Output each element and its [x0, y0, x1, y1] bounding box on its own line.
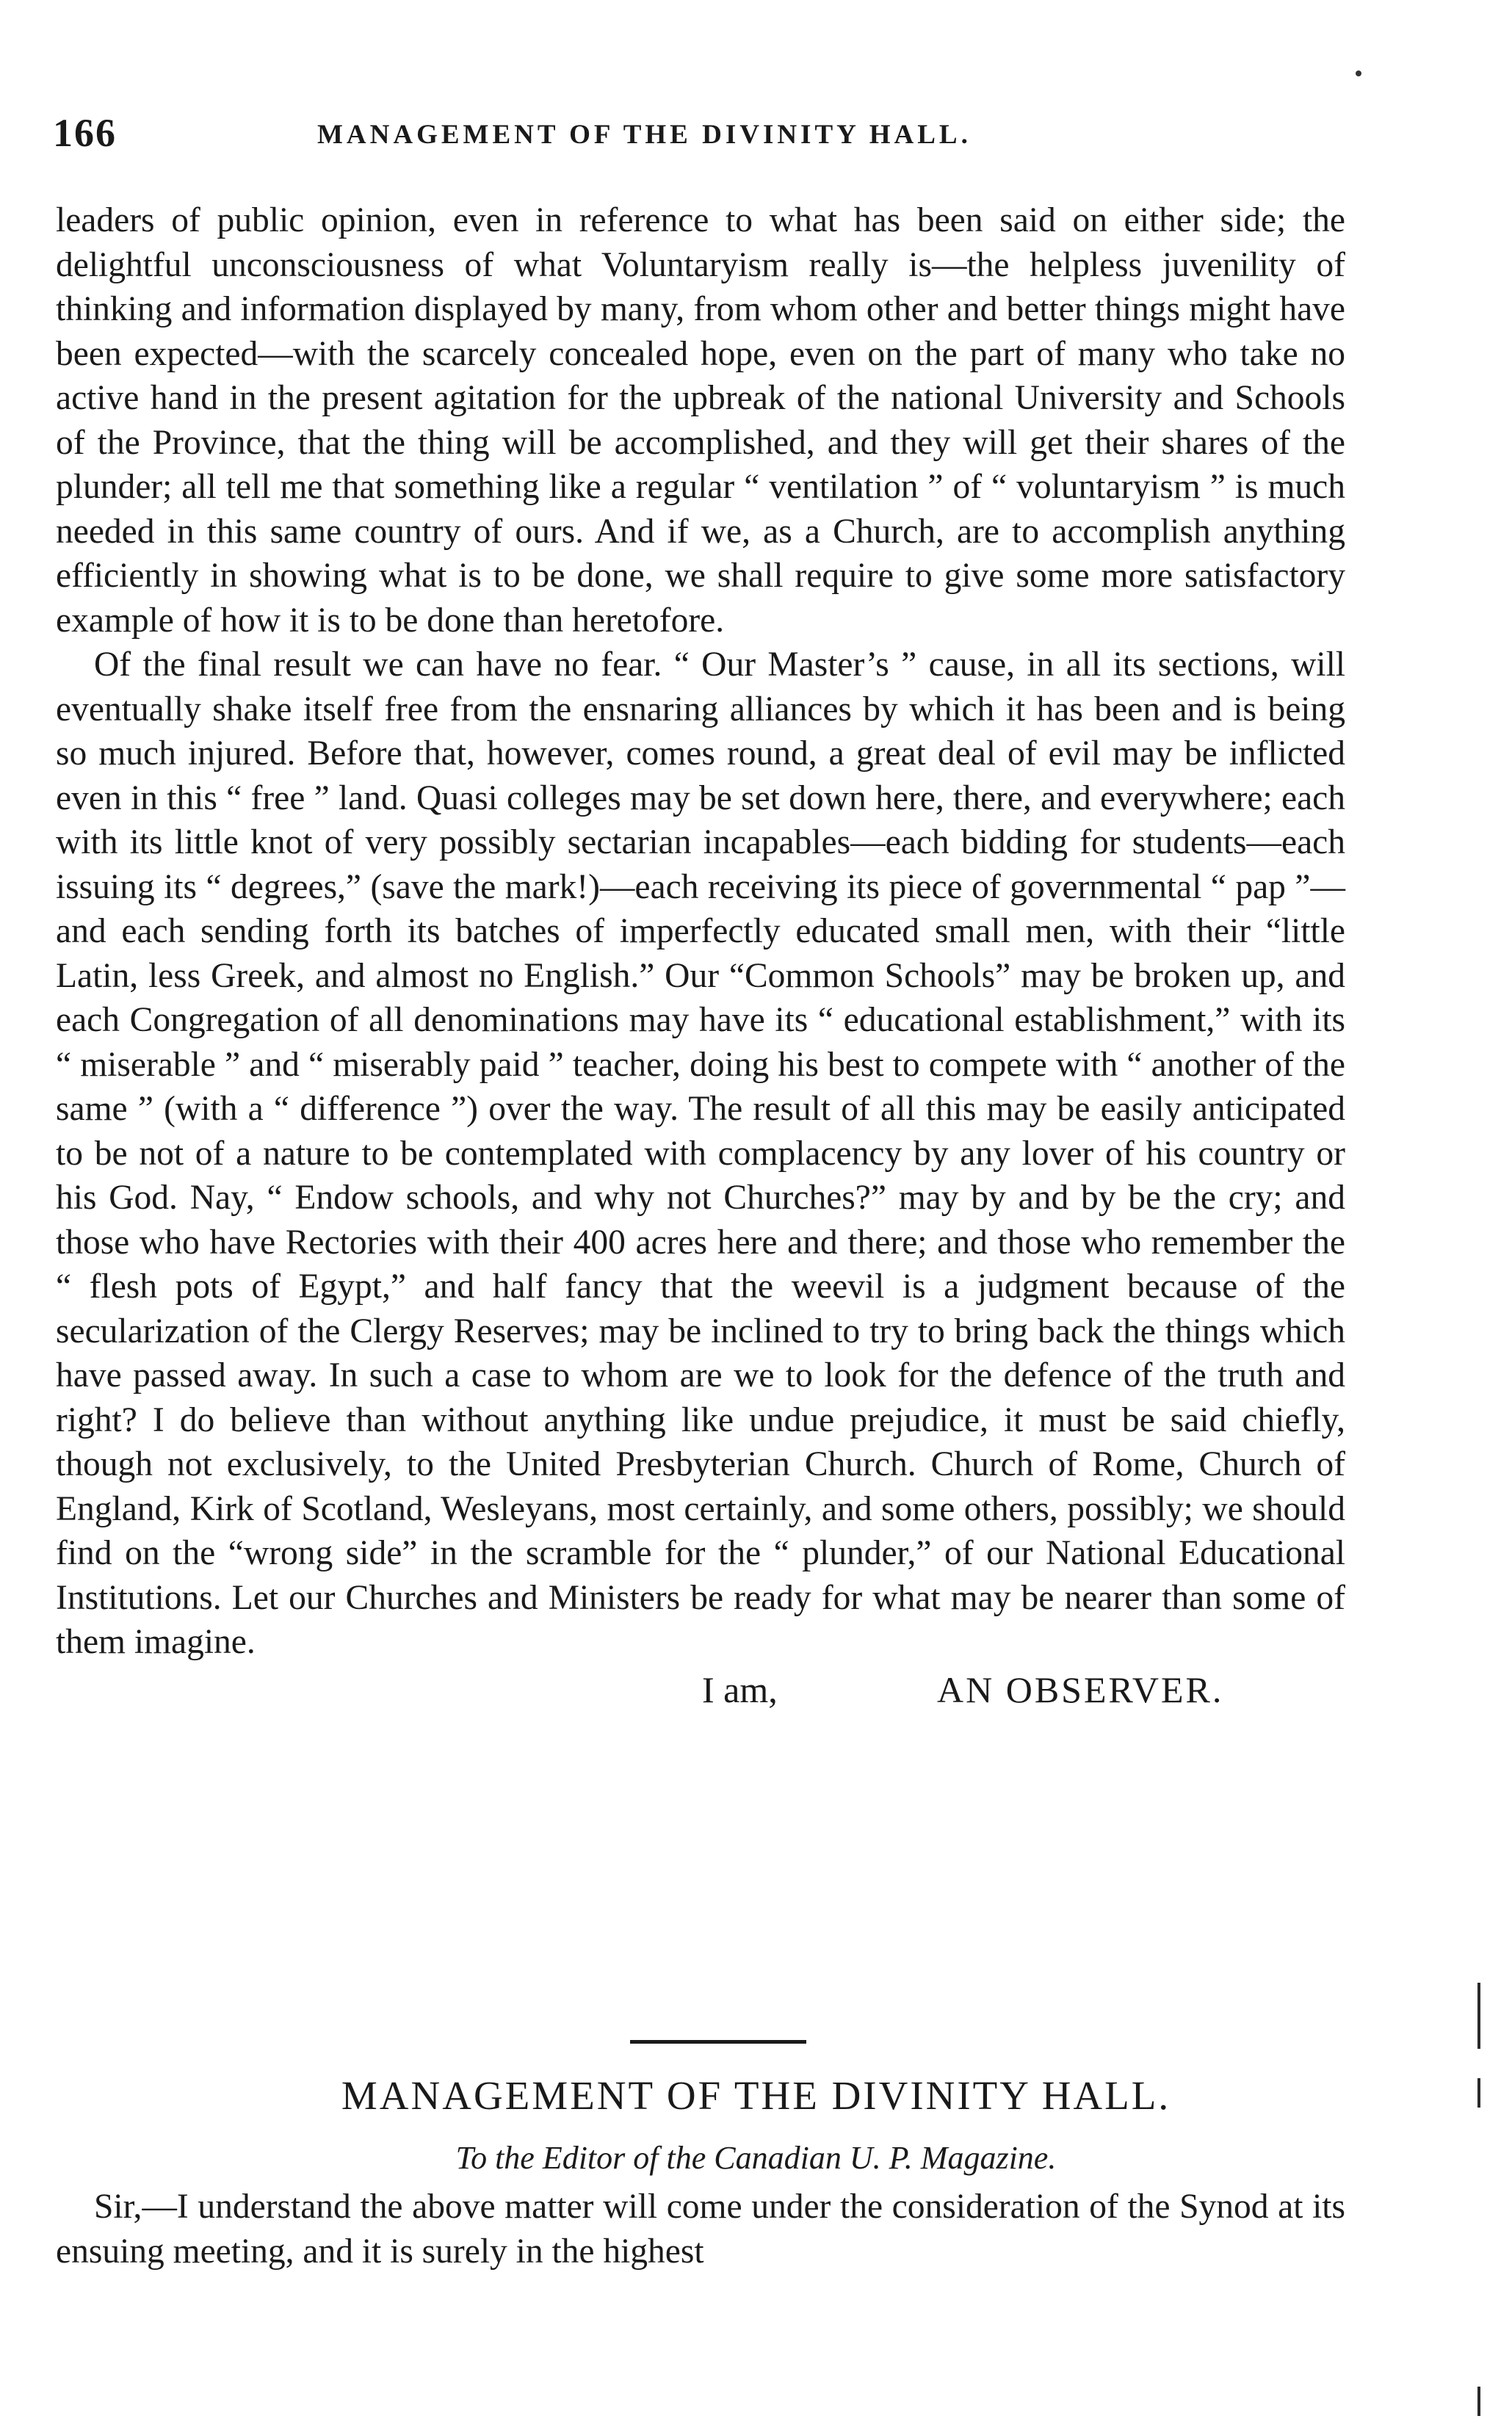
article-subtitle: To the Editor of the Canadian U. P. Magazine. — [455, 2140, 1057, 2176]
article-opening-paragraph: Sir,—I understand the above matter will come under the consideration of the Synod at its ensuing meeting, and it is surely in the highest — [56, 2188, 1345, 2271]
running-title: MANAGEMENT OF THE DIVINITY HALL. — [317, 120, 972, 150]
letter-paragraph-2: Of the final result we can have no fear. “ Our Master’s ” cause, in all its sections, will eventually shake itself free from the ensnaring alliances by which it has been and is being so much injured. Before that, however, comes round, a great deal of evil may be inflicted even in this “ free ” land. Quasi colleges may be set down here, there, and everywhere; each with its little knot of very possibly sectarian incapables—each bidding for students—each issuing its “ degrees,” (save the mark!)—each receiving its piece of governmental “ pap ”—and each sending forth its batches of imperfectly educated small men, with their “little Latin, less Greek, and almost no English.” Our “Common Schools” may be broken up, and each Congregation of all denominations may have its “ educational establishment,” with its “ miserable ” and “ miserably paid ” teacher, doing his best to compete with “ another of the same ” (with a “ difference ”) over the way. The result of all this may be easily anticipated to be not of a nature to be contemplated with complacency by any lover of his country or his God. Nay, “ Endow schools, and why not Churches?” may by and by be the cry; and those who have Rectories with their 400 acres here and there; and those who remember the “ flesh pots of Egypt,” and half fancy that the weevil is a judgment because of the secularization of the Clergy Reserves; may be inclined to try to bring back the things which have passed away. In such a case to whom are we to look for the defence of the truth and right? I do believe than without anything like undue prejudice, it must be said chiefly, though not exclusively, to the United Presbyterian Church. Church of Rome, Church of England, Kirk of Scotland, Wesleyans, most certainly, and some others, possibly; we should find on the “wrong side” in the scramble for the “ plunder,” of our National Educational Institutions. Let our Churches and Ministers be ready for what may be nearer than some of them imagine. — [56, 645, 1345, 1661]
article-title: MANAGEMENT OF THE DIVINITY HALL. — [341, 2073, 1171, 2118]
letter-paragraph-1: leaders of public opinion, even in reference to what has been said on either side; the delightful unconsciousness of what Voluntaryism really is—the helpless juvenility of thinking and information displayed by many, from whom other and better things might have been expected—with the scarcely concealed hope, even on the part of many who take no active hand in the present agitation for the upbreak of the national University and Schools of the Province, that the thing will be accomplished, and they will get their shares of the plunder; all tell me that something like a regular “ ventilation ” of “ voluntaryism ” is much needed in this same country of ours. And if we, as a Church, are to accomplish anything efficiently in showing what is to be done, we shall require to give some more satisfactory example of how it is to be done than heretofore. — [56, 201, 1345, 640]
letter-signoff — [56, 1668, 1345, 1721]
section-divider — [630, 2040, 806, 2044]
page-edge-mark — [1477, 2387, 1480, 2416]
page-edge-mark — [1477, 2078, 1480, 2108]
signature: AN OBSERVER. — [937, 1668, 1224, 1710]
page-number: 166 — [53, 111, 117, 155]
page-edge-mark — [1477, 1983, 1480, 2049]
margin-speck — [1356, 70, 1361, 76]
letter-body — [56, 198, 1345, 1721]
running-head — [53, 110, 1353, 162]
closing-phrase: I am, — [702, 1668, 778, 1710]
